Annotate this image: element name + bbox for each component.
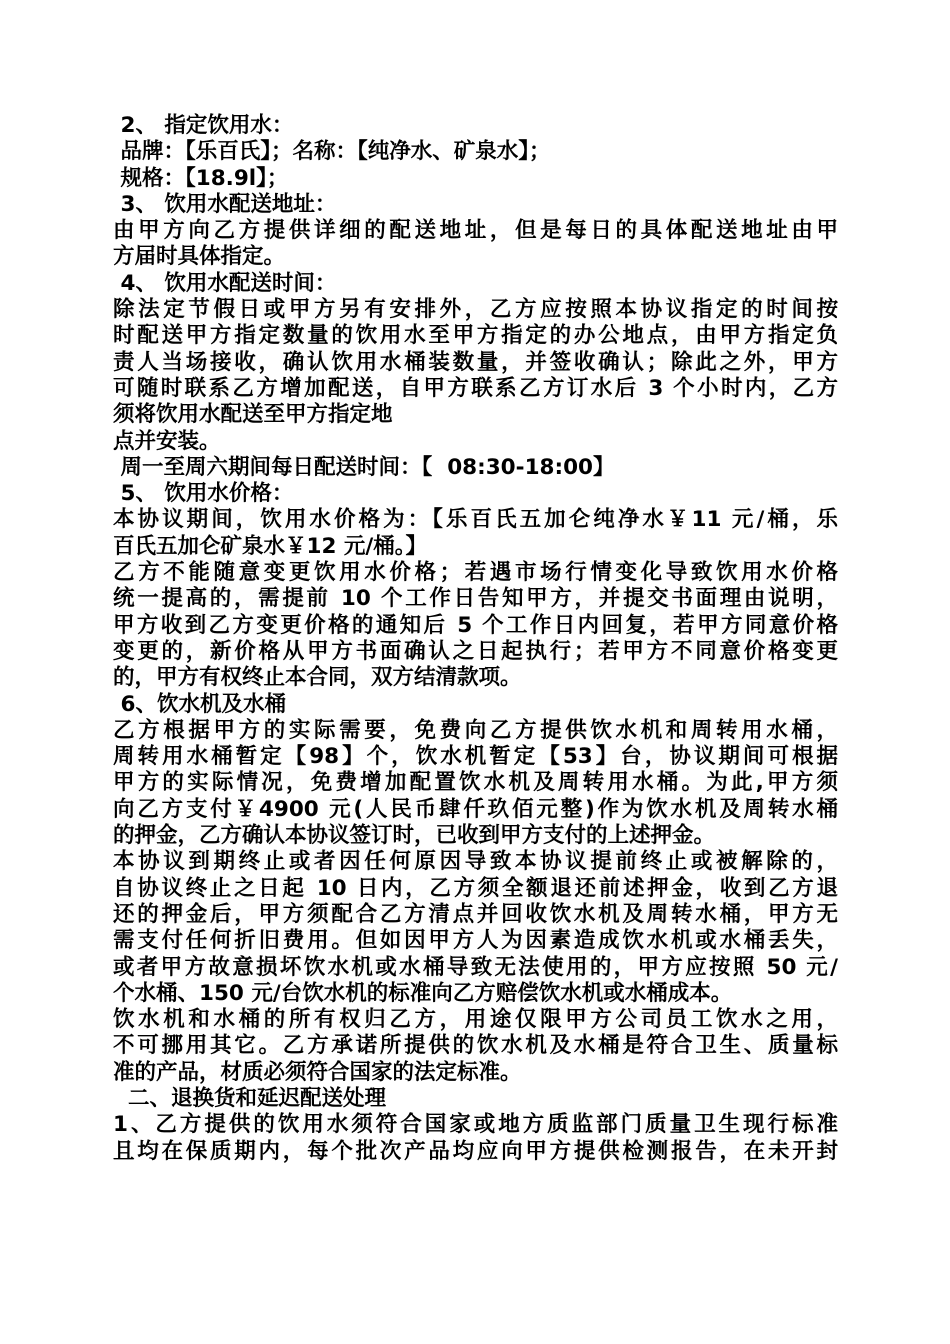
document-line: 饮水机和水桶的所有权归乙方，用途仅限甲方公司员工饮水之用， [113, 1007, 838, 1033]
document-line: 变更的，新价格从甲方书面确认之日起执行；若甲方不同意价格变更 [113, 638, 838, 664]
document-line: 须将饮用水配送至甲方指定地 [113, 402, 393, 428]
document-line: 周一至周六期间每日配送时间：【 08:30-18:00】 [113, 454, 615, 480]
document-line: 不可挪用其它。乙方承诺所提供的饮水机及水桶是符合卫生、质量标 [113, 1033, 838, 1059]
document-line: 的，甲方有权终止本合同，双方结清款项。 [113, 665, 522, 691]
document-line: 的押金，乙方确认本协议签订时，已收到甲方支付的上述押金。 [113, 823, 716, 849]
document-line: 1、乙方提供的饮用水须符合国家或地方质监部门质量卫生现行标准 [113, 1112, 838, 1138]
document-line: 由甲方向乙方提供详细的配送地址，但是每日的具体配送地址由甲 [113, 218, 838, 244]
document-line: 百氏五加仑矿泉水￥12 元/桶。】 [113, 533, 428, 559]
document-line: 4、 饮用水配送时间： [113, 270, 337, 296]
document-line: 统一提高的，需提前 10 个工作日告知甲方，并提交书面理由说明， [113, 586, 838, 612]
document-body [113, 113, 838, 1165]
document-line: 向乙方支付￥4900 元(人民币肆仟玖佰元整)作为饮水机及周转水桶 [113, 796, 838, 822]
document-line: 责人当场接收，确认饮用水桶装数量，并签收确认；除此之外，甲方 [113, 349, 838, 375]
document-line: 且均在保质期内，每个批次产品均应向甲方提供检测报告，在未开封 [113, 1138, 838, 1164]
document-line: 方届时具体指定。 [113, 244, 286, 270]
document-line: 乙方根据甲方的实际需要，免费向乙方提供饮水机和周转用水桶， [113, 717, 838, 743]
document-line: 本协议到期终止或者因任何原因导致本协议提前终止或被解除的， [113, 849, 838, 875]
document-line: 甲方收到乙方变更价格的通知后 5 个工作日内回复，若甲方同意价格 [113, 612, 838, 638]
document-line: 周转用水桶暂定【98】个，饮水机暂定【53】台，协议期间可根据 [113, 744, 838, 770]
document-line: 6、饮水机及水桶 [113, 691, 286, 717]
document-line: 需支付任何折旧费用。但如因甲方人为因素造成饮水机或水桶丢失， [113, 928, 838, 954]
document-line: 乙方不能随意变更饮用水价格；若遇市场行情变化导致饮用水价格 [113, 560, 838, 586]
document-line: 5、 饮用水价格： [113, 481, 294, 507]
document-line: 还的押金后，甲方须配合乙方清点并回收饮水机及周转水桶，甲方无 [113, 901, 838, 927]
document-line: 自协议终止之日起 10 日内，乙方须全额退还前述押金，收到乙方退 [113, 875, 838, 901]
document-line: 本协议期间，饮用水价格为：【乐百氏五加仑纯净水￥11 元/桶，乐 [113, 507, 838, 533]
document-line: 3、 饮用水配送地址： [113, 191, 337, 217]
document-line: 品牌：【乐百氏】；名称：【纯净水、矿泉水】； [113, 139, 551, 165]
document-line: 可随时联系乙方增加配送，自甲方联系乙方订水后 3 个小时内，乙方 [113, 375, 838, 401]
document-line: 规格：【18.9l】； [113, 165, 289, 191]
document-line: 二、退换货和延迟配送处理 [113, 1085, 386, 1111]
document-line: 或者甲方故意损坏饮水机或水桶导致无法使用的，甲方应按照 50 元/ [113, 954, 838, 980]
document-line: 点并安装。 [113, 428, 221, 454]
document-line: 甲方的实际情况，免费增加配置饮水机及周转用水桶。为此,甲方须 [113, 770, 838, 796]
document-line: 时配送甲方指定数量的饮用水至甲方指定的办公地点，由甲方指定负 [113, 323, 838, 349]
document-line: 2、 指定饮用水： [113, 113, 294, 138]
document-line: 准的产品，材质必须符合国家的法定标准。 [113, 1059, 522, 1085]
document-line: 除法定节假日或甲方另有安排外，乙方应按照本协议指定的时间按 [113, 297, 838, 323]
document-line: 个水桶、150 元/台饮水机的标准向乙方赔偿饮水机或水桶成本。 [113, 980, 733, 1006]
